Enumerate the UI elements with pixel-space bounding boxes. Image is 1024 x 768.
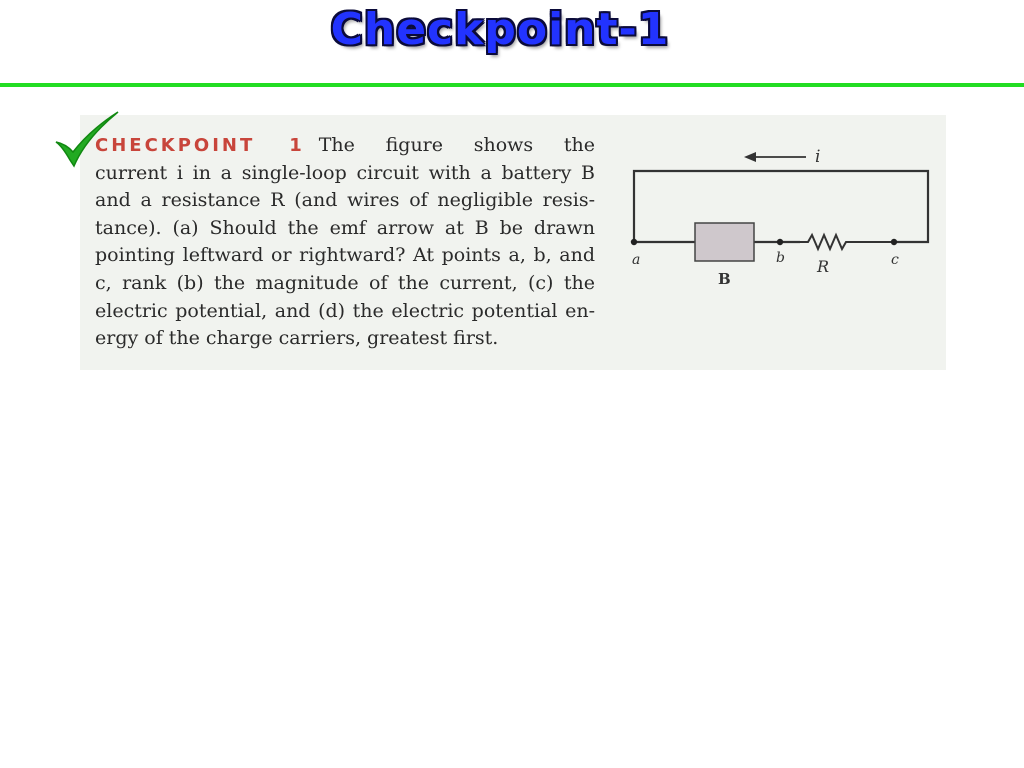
- text-line-8: ergy of the charge carriers, greatest first.: [95, 327, 499, 350]
- resistor-label: R: [817, 257, 830, 276]
- battery-label: B: [718, 270, 731, 288]
- battery-symbol: [695, 223, 754, 261]
- circuit-diagram: [622, 140, 942, 300]
- point-b-label: b: [776, 250, 785, 266]
- current-label: i: [815, 147, 821, 167]
- node-b: [777, 239, 783, 245]
- node-c: [891, 239, 897, 245]
- point-c-label: c: [891, 252, 899, 268]
- checkpoint-label: CHECKPOINT 1: [95, 135, 305, 156]
- text-line-1: [95, 132, 595, 160]
- node-a: [631, 239, 637, 245]
- current-arrow-head: [744, 152, 756, 162]
- text-line-3: and a resistance R (and wires of negligible resis-: [95, 189, 595, 212]
- text-line-2: current i in a single-loop circuit with a battery B: [95, 161, 595, 184]
- title-divider: [0, 83, 1024, 87]
- slide-title: Checkpoint-1: [330, 4, 670, 55]
- point-a-label: a: [632, 252, 641, 268]
- text-line-1-content: The figure shows the: [318, 134, 595, 156]
- checkpoint-text: [95, 132, 595, 353]
- text-line-5: pointing leftward or rightward? At points a, b, and: [95, 244, 595, 267]
- text-line-6: c, rank (b) the magnitude of the current, (c) the: [95, 271, 595, 294]
- text-line-4: tance). (a) Should the emf arrow at B be drawn: [95, 216, 595, 239]
- resistor-symbol: [800, 235, 894, 249]
- circuit-wire: [634, 171, 928, 242]
- text-line-7: electric potential, and (d) the electric potential en-: [95, 299, 595, 322]
